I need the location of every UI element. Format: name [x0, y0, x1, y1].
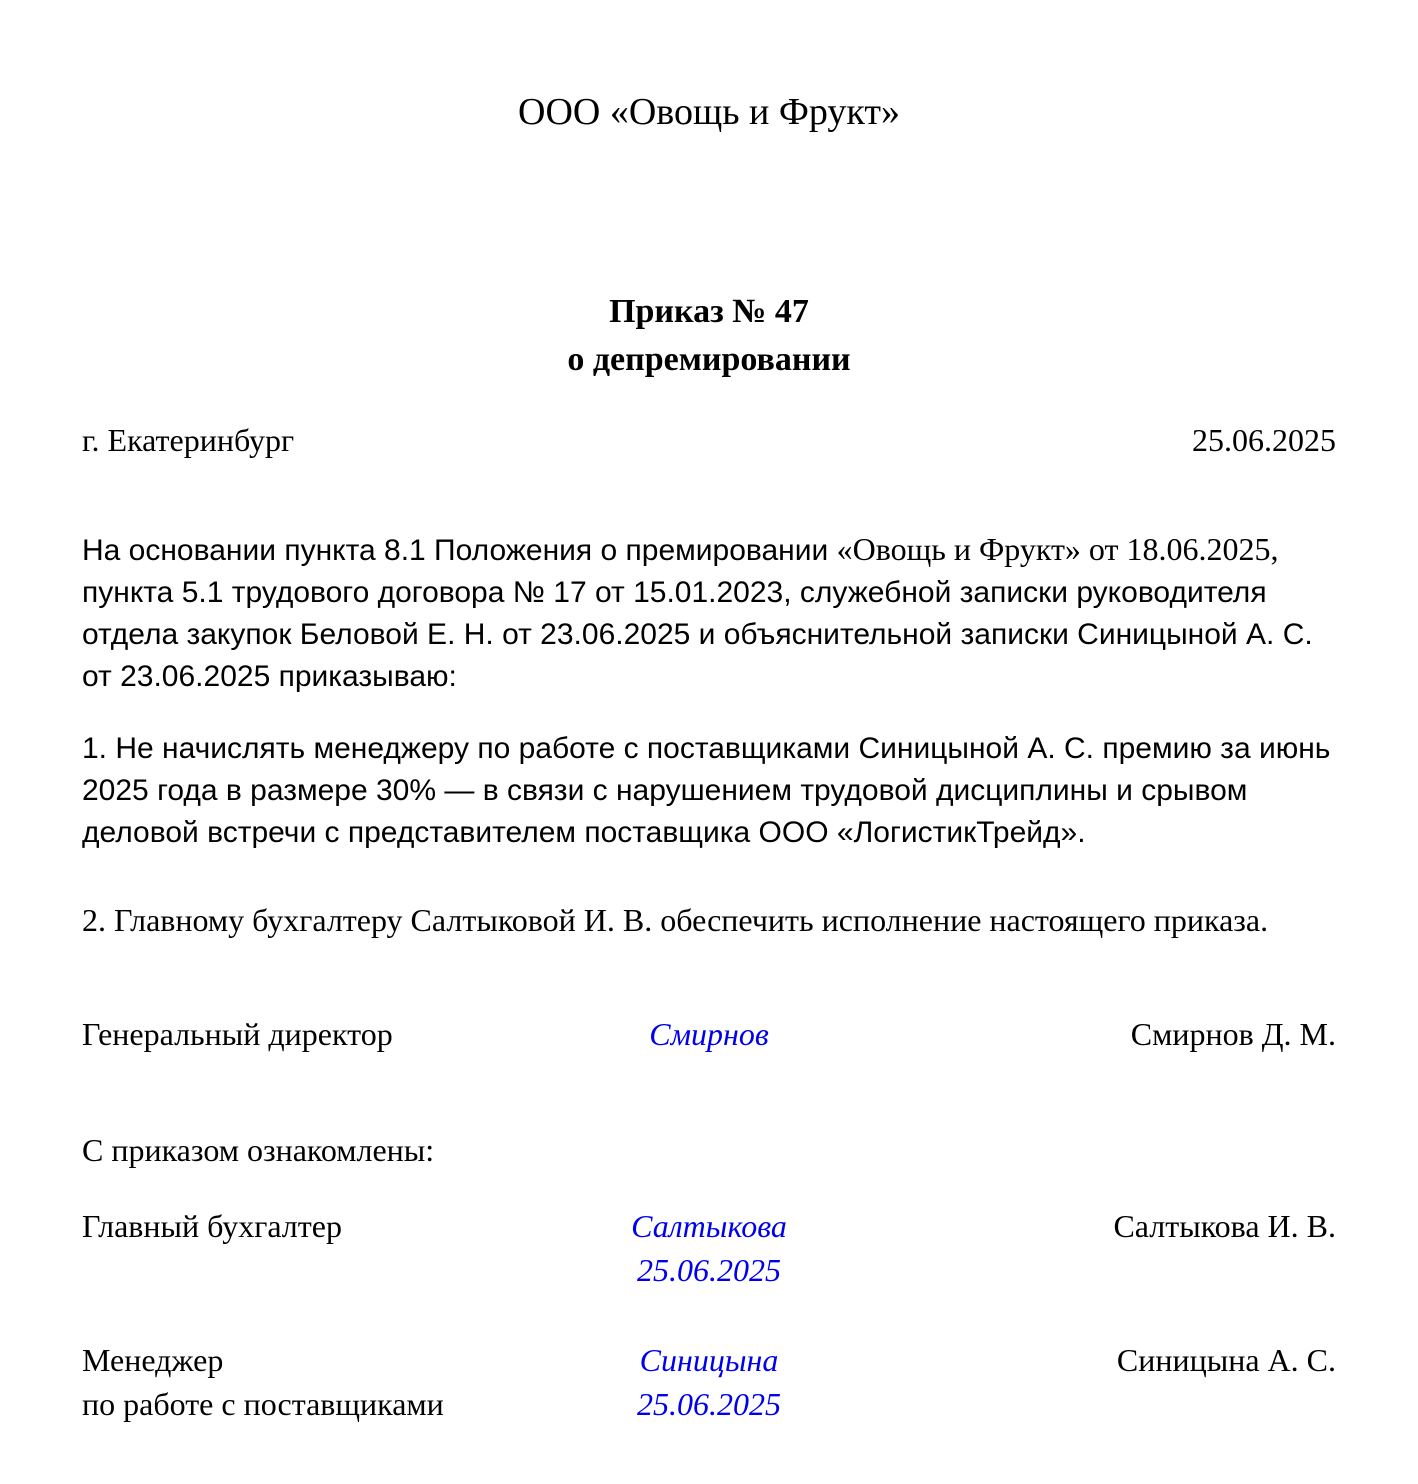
company-name: ООО «Овощь и Фрукт» [518, 91, 900, 133]
manager-signature: Синицына [639, 1342, 779, 1378]
document-date: 25.06.2025 [1192, 422, 1336, 458]
director-name: Смирнов Д. М. [1130, 1016, 1336, 1052]
accountant-signature-date: 25.06.2025 [637, 1252, 781, 1288]
basis-text-serif-part: «Овощь и Фрукт» от 18.06.2025, [836, 531, 1279, 567]
director-signature: Смирнов [649, 1016, 769, 1052]
manager-name: Синицына А. С. [1116, 1342, 1336, 1378]
manager-signature-block [500, 1338, 918, 1426]
basis-paragraph [82, 528, 1336, 698]
accountant-name: Салтыкова И. В. [1113, 1208, 1336, 1244]
manager-position-line2: по работе с поставщиками [82, 1386, 444, 1422]
accountant-signature-row [82, 1204, 1336, 1292]
order-subject: о депремировании [567, 341, 851, 378]
accountant-signature: Салтыкова [631, 1208, 787, 1244]
acknowledgement-heading: С приказом ознакомлены: [82, 1132, 435, 1168]
manager-signature-date: 25.06.2025 [637, 1386, 781, 1422]
basis-text-part1: На основании пункта 8.1 Положения о премировании [82, 534, 837, 567]
city-date-row [82, 418, 1336, 462]
accountant-signature-block [500, 1204, 918, 1292]
document-city: г. Екатеринбург [82, 422, 295, 458]
order-item-1: 1. Не начислять менеджеру по работе с поставщиками Синицыной А. С. премию за июнь 2025 года в размере 30% — в связи с нарушением трудовой дисциплины и срывом деловой встречи с представителем поставщика ООО «ЛогистикТрейд». [82, 732, 1331, 849]
director-position: Генеральный директор [82, 1016, 393, 1052]
order-item-2: 2. Главному бухгалтеру Салтыковой И. В. обеспечить исполнение настоящего приказа. [82, 902, 1269, 938]
order-heading [82, 288, 1336, 384]
accountant-position: Главный бухгалтер [82, 1208, 342, 1244]
manager-position-block [82, 1338, 500, 1426]
director-signature-row [82, 1012, 1336, 1056]
basis-text-part2: пункта 5.1 трудового договора № 17 от 15.01.2023, служебной записки руководителя отдела закупок Беловой Е. Н. от 23.06.2025 и объяснительной записки Синицыной А. С. от 23.06.2025 приказываю: [82, 576, 1313, 693]
order-number: Приказ № 47 [609, 293, 809, 330]
manager-signature-row [82, 1338, 1336, 1426]
manager-position-line1: Менеджер [82, 1342, 224, 1378]
